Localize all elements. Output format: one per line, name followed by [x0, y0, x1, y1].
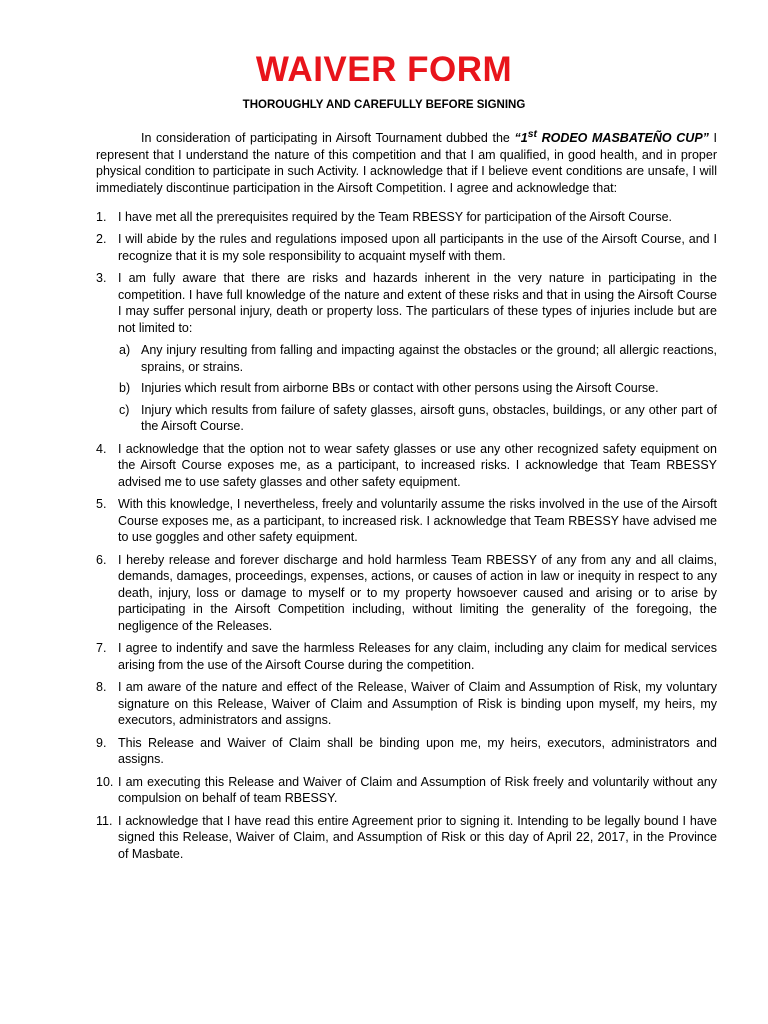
term-number: 11. [96, 813, 113, 828]
term-number: 8. [96, 680, 107, 695]
term-item [96, 640, 717, 673]
term-text: I am fully aware that there are risks and hazards inherent in the very nature in participating in the competition. I have full knowledge of the nature and extent of these risks and that in using the Airsoft Course I may suffer personal injury, death or property loss. The particulars of these types of injuries include but are not limited to: [118, 271, 717, 335]
term-text: I acknowledge that the option not to wear safety glasses or use any other recognized safety equipment on the Airsoft Course exposes me, as a participant, to increased risks. I acknowledge that Team RBESSY advised me to use safety glasses and other safety equipment. [118, 441, 717, 489]
sub-item [118, 380, 717, 397]
sub-item-letter: c) [119, 402, 130, 417]
term-text: I will abide by the rules and regulations imposed upon all participants in the use of the Airsoft Course, and I recognize that it is my sole responsibility to acquaint myself with them. [118, 232, 717, 263]
term-item [96, 735, 717, 768]
term-item [96, 552, 717, 635]
term-text: I am aware of the nature and effect of the Release, Waiver of Claim and Assumption of Risk, my voluntary signature on this Release, Waiver of Claim and Assumption of Risk is binding upon myself, my heirs, my executors, administrators and assigns. [118, 680, 717, 728]
sub-item [118, 402, 717, 435]
term-number: 2. [96, 232, 107, 247]
term-text: I have met all the prerequisites required by the Team RBESSY for participation of the Airsoft Course. [118, 209, 672, 224]
term-item [96, 679, 717, 729]
term-number: 4. [96, 441, 107, 456]
term-number: 1. [96, 209, 107, 224]
term-item [96, 209, 717, 226]
event-name-text: RODEO MASBATEÑO CUP” [536, 131, 709, 146]
term-text: With this knowledge, I nevertheless, freely and voluntarily assume the risks involved in the use of the Airsoft Course exposes me, as a participant, to increased risk. I acknowledge that Team RBESSY have advised me to use goggles and other safety equipment. [118, 497, 717, 545]
sub-item-letter: a) [119, 343, 131, 358]
event-name [514, 131, 708, 145]
term-item [96, 270, 717, 435]
term-number: 5. [96, 497, 107, 512]
sub-item-letter: b) [119, 381, 131, 396]
sub-item-text: Injury which results from failure of safety glasses, airsoft guns, obstacles, buildings, or any other part of the Airsoft Course. [141, 402, 717, 434]
event-name-ordinal: st [527, 129, 537, 140]
term-text: This Release and Waiver of Claim shall be binding upon me, my heirs, executors, administrators and assigns. [118, 735, 717, 767]
term-number: 10. [96, 774, 114, 789]
intro-text-after: I represent that I understand the nature of this competition and that I am qualified, in good health, and in proper physical condition to participate in such Activity. I acknowledge that if I believe event conditions are unsafe, I will immediately discontinue participation in the Airsoft Competition. I agree and acknowledge that: [96, 131, 717, 195]
injury-sublist [118, 342, 717, 435]
term-item [96, 441, 717, 491]
term-number: 9. [96, 735, 107, 750]
term-text: I acknowledge that I have read this entire Agreement prior to signing it. Intending to be legally bound I have signed this Release, Waiver of Claim, and Assumption of Risk or this day of April 22, 2017, in the Province of Masbate. [118, 813, 717, 861]
event-name-prefix: “1 [514, 131, 528, 146]
term-item [96, 496, 717, 546]
sub-item-text: Injuries which result from airborne BBs or contact with other persons using the Airsoft Course. [141, 381, 659, 396]
term-text: I am executing this Release and Waiver of Claim and Assumption of Risk freely and voluntarily without any compulsion on behalf of team RBESSY. [118, 774, 717, 806]
term-number: 7. [96, 641, 107, 656]
term-item [96, 774, 717, 807]
terms-list [96, 209, 717, 863]
term-number: 6. [96, 552, 107, 567]
term-item [96, 813, 717, 863]
intro-paragraph [96, 127, 717, 196]
page-subtitle: THOROUGHLY AND CAREFULLY BEFORE SIGNING [242, 99, 526, 111]
term-text: I hereby release and forever discharge and hold harmless Team RBESSY of any from any and all claims, demands, damages, proceedings, expenses, actions, or causes of action in law or inequity in respect to any death, injury, loss or damage to myself or to my property howsoever caused and arising or to arise by participating in the Airsoft Competition including, without limiting the generality of the foregoing, the negligence of the Releases. [118, 552, 717, 633]
sub-item-text: Any injury resulting from falling and impacting against the obstacles or the ground; all allergic reactions, sprains, or strains. [141, 343, 717, 374]
sub-item [118, 342, 717, 375]
term-number: 3. [96, 271, 107, 286]
page-title: WAIVER FORM [255, 50, 513, 89]
term-text: I agree to indentify and save the harmless Releases for any claim, including any claim for medical services arising from the use of the Airsoft Course during the competition. [118, 641, 717, 672]
term-item [96, 231, 717, 264]
intro-text-before: In consideration of participating in Airsoft Tournament dubbed the [141, 131, 515, 146]
